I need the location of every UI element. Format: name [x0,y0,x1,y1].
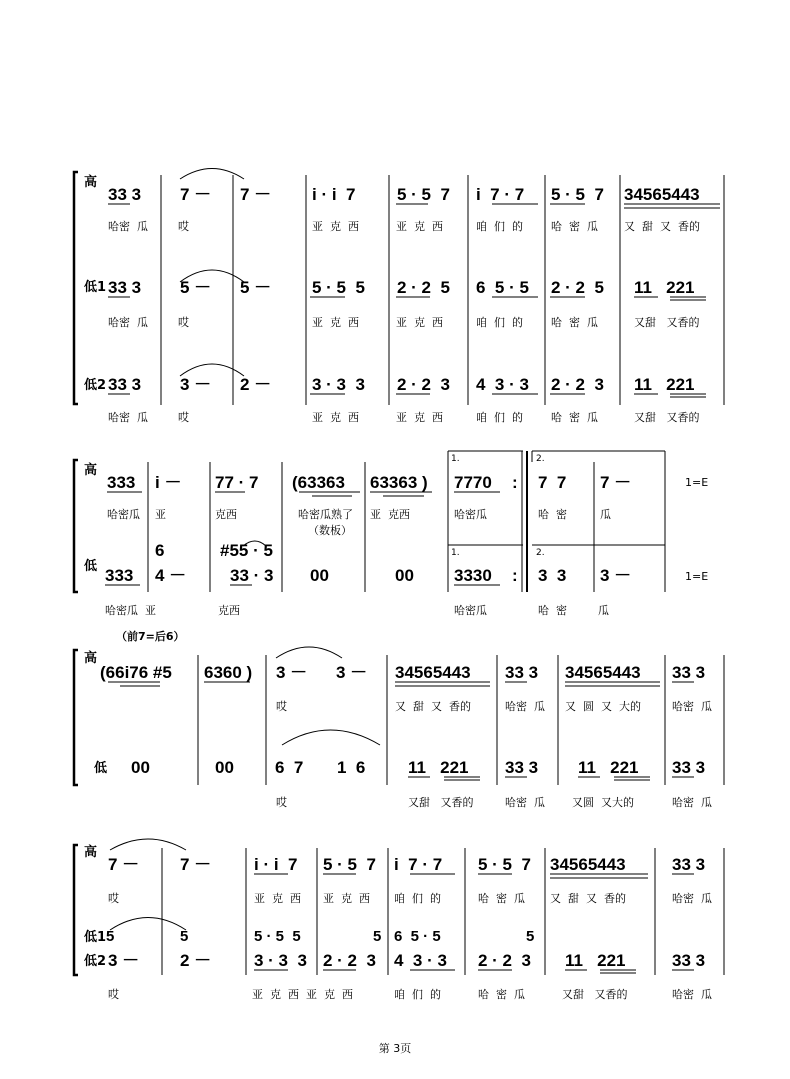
note: 2 · 2 3 [478,951,531,970]
lyric: 瓜 [600,508,611,521]
note: 7 － [180,855,212,874]
lyric: 又 甜 又 香的 [624,220,700,233]
note: i · i 7 [312,185,356,204]
note: 3 3 [538,566,567,585]
repeat-sign: : [512,566,518,585]
lyric: 哈 密 [538,508,567,521]
lyric: 又 甜 又 香的 [550,892,626,905]
part-label-low: 低 [84,559,98,574]
note: 7 － [240,185,272,204]
lyric: 哎 [108,892,119,905]
note: 7 － [108,855,140,874]
note: 7 7 [538,473,567,492]
lyric: 哎 [108,988,119,1001]
system-bracket [74,845,78,975]
system-bracket [74,650,78,785]
system-bracket [74,172,78,404]
note: 34565443 [624,185,700,204]
lyric: 咱 们 的 [394,892,441,905]
note: 33 3 [672,758,706,777]
lyric: 哈 密 瓜 [551,220,598,233]
lyric: 亚 克 西 [312,411,359,424]
note: 5 － [180,278,212,297]
lyric: 哈密 瓜 [672,796,712,809]
lyric: 咱 们 的 [476,220,523,233]
note: 33 3 [505,663,539,682]
note: 6 [155,541,165,560]
lyric: 克西 [218,604,240,617]
lyric: 哈 密 瓜 [478,988,525,1001]
system-1 [74,169,724,425]
note: 34565443 [565,663,641,682]
part-label-low2: 低2 [84,378,107,393]
lyric: 咱 们 的 [394,988,441,1001]
lyric: 咱 们 的 [476,411,523,424]
note: 11 221 [634,375,695,394]
note: 11 221 [565,951,626,970]
lyric: 哎 [178,220,189,233]
lyric: 哎 [178,411,189,424]
note: 33 3 [672,951,706,970]
note: 34565443 [395,663,471,682]
part-label-high: 高 [84,463,98,478]
beams [108,204,720,208]
note: 4 － [155,566,187,585]
lyric: 亚 克西 [370,508,410,521]
lyric: 哈密瓜 [107,508,140,521]
slur [282,730,380,745]
note: 2 · 2 5 [551,278,604,297]
part-label-high: 高 [84,175,98,190]
lyric: 哎 [276,796,287,809]
note: 7770 [454,473,492,492]
note: 33 3 [672,855,706,874]
note: 333 [105,566,134,585]
beams [254,970,694,973]
system-2 [74,451,708,617]
volta-2: 2. [536,454,545,464]
note: 5 · 5 5 [312,278,365,297]
note: 2 · 2 3 [323,951,376,970]
note: 3 － [276,663,308,682]
part-label-low1: 低1 [84,280,107,295]
lyric: 哎 [178,316,189,329]
lyric: 哈密 瓜 [108,411,148,424]
note: 5 [180,928,189,945]
note: 5 [106,928,115,945]
note: 2 · 2 5 [397,278,450,297]
note: 1 6 [337,758,366,777]
volta-1: 1. [451,454,460,464]
key-signature: 1=E [685,570,709,583]
note: 33 3 [108,185,142,204]
lyric: 又甜 又香的 [634,411,700,424]
note: 33 3 [672,663,706,682]
lyric: 亚 克 西 [323,892,370,905]
volta-2: 2. [536,548,545,558]
lyric: 哈密 瓜 [672,700,712,713]
system-4 [74,839,724,1001]
part-label-high: 高 [84,845,98,860]
lyric: 亚 克 西 亚 克 西 [252,988,353,1001]
lyric: 哈密瓜熟了 [298,508,353,521]
note: 3 － [180,375,212,394]
lyric: 亚 克 西 [396,411,443,424]
lyric: 亚 [155,508,166,521]
beams [108,394,706,397]
lyric: 哈密 瓜 [672,988,712,1001]
page-number: 第 3页 [378,1042,412,1055]
beams [107,492,500,496]
note: 6 5 · 5 [394,928,441,945]
beams [254,874,694,878]
note: 6 7 [275,758,304,777]
lyric: 哈密 瓜 [672,892,712,905]
lyric: 哈密瓜 亚 [105,604,156,617]
slur [180,169,244,180]
note: 7 － [600,473,632,492]
note: i · i 7 [254,855,298,874]
lyric: 哈密 瓜 [505,796,545,809]
lyric: 亚 克 西 [312,220,359,233]
part-label-low1: 低1 [84,930,107,945]
note: 6360 ) [204,663,253,682]
note: 5 · 5 7 [551,185,604,204]
note: 00 [215,758,234,777]
lyric: 哈密瓜 [454,604,487,617]
note: 2 · 2 3 [397,375,450,394]
lyric: 亚 克 西 [254,892,301,905]
note: 3 － [336,663,368,682]
lyric: 又甜 又香的 [634,316,700,329]
system-3 [74,629,724,809]
lyric: 哈密 瓜 [108,220,148,233]
lyric: 哈 密 瓜 [478,892,525,905]
note: 5 · 5 7 [323,855,376,874]
lyric: 哈 密 [538,604,567,617]
note: 3 · 3 3 [254,951,307,970]
lyric: 亚 克 西 [396,316,443,329]
lyric: 亚 克 西 [312,316,359,329]
lyric: 哈密 瓜 [505,700,545,713]
note: 3 － [600,566,632,585]
note: i 7 · 7 [476,185,525,204]
note: #55 · 5 [220,541,273,560]
note: 5 · 5 7 [397,185,450,204]
lyric: 瓜 [598,604,609,617]
note: 00 [310,566,329,585]
lyric: 哎 [276,700,287,713]
note: 3 · 3 3 [312,375,365,394]
slur [110,839,186,850]
beams [108,297,706,300]
note: 00 [131,758,150,777]
repeat-sign: : [512,473,518,492]
note: 7 － [180,185,212,204]
lyric: 哈密 瓜 [108,316,148,329]
note: 2 · 2 3 [551,375,604,394]
note: 33 3 [108,278,142,297]
note: 11 221 [634,278,695,297]
lyric: 哈 密 瓜 [551,411,598,424]
note: (66i76 #5 [100,663,172,682]
system-bracket [74,460,78,592]
note: 63363 ) [370,473,428,492]
lyric: 亚 克 西 [396,220,443,233]
note: 34565443 [550,855,626,874]
lyric: 又圆 又大的 [572,796,634,809]
note: 3 － [108,951,140,970]
note: 77 · 7 [215,473,259,492]
annotation-numban: （数板） [308,524,352,537]
lyric: 又 圆 又 大的 [565,700,641,713]
lyric: 哈密瓜 [454,508,487,521]
note: 11 221 [578,758,639,777]
note: 11 221 [408,758,469,777]
lyric: 又 甜 又 香的 [395,700,471,713]
key-signature: 1=E [685,476,709,489]
note: (63363 [292,473,345,492]
part-label-low: 低 [94,761,108,776]
note: 33 3 [108,375,142,394]
note: 2 － [240,375,272,394]
beams [108,682,694,686]
lyric: 克西 [215,508,237,521]
note: 6 5 · 5 [476,278,529,297]
note: 2 － [180,951,212,970]
volta-1: 1. [451,548,460,558]
note: i 7 · 7 [394,855,443,874]
note: i － [155,473,182,492]
part-label-high: 高 [84,651,98,666]
note: 333 [107,473,136,492]
slur [110,918,186,931]
slur [276,647,342,658]
note: 5 · 5 7 [478,855,531,874]
note: 5 [373,928,382,945]
note: 4 3 · 3 [394,951,447,970]
lyric: 咱 们 的 [476,316,523,329]
section-marking: （前7=后6） [116,630,185,643]
part-label-low2: 低2 [84,954,107,969]
note: 00 [395,566,414,585]
lyric: 哈 密 瓜 [551,316,598,329]
lyric: 又甜 又香的 [408,796,474,809]
note: 4 3 · 3 [476,375,529,394]
note: 5 － [240,278,272,297]
note: 3330 [454,566,492,585]
note: 5 · 5 5 [254,928,301,945]
note: 33 · 3 [230,566,274,585]
note: 5 [526,928,535,945]
beams [408,777,694,780]
note: 33 3 [505,758,539,777]
lyric: 又甜 又香的 [562,988,628,1001]
